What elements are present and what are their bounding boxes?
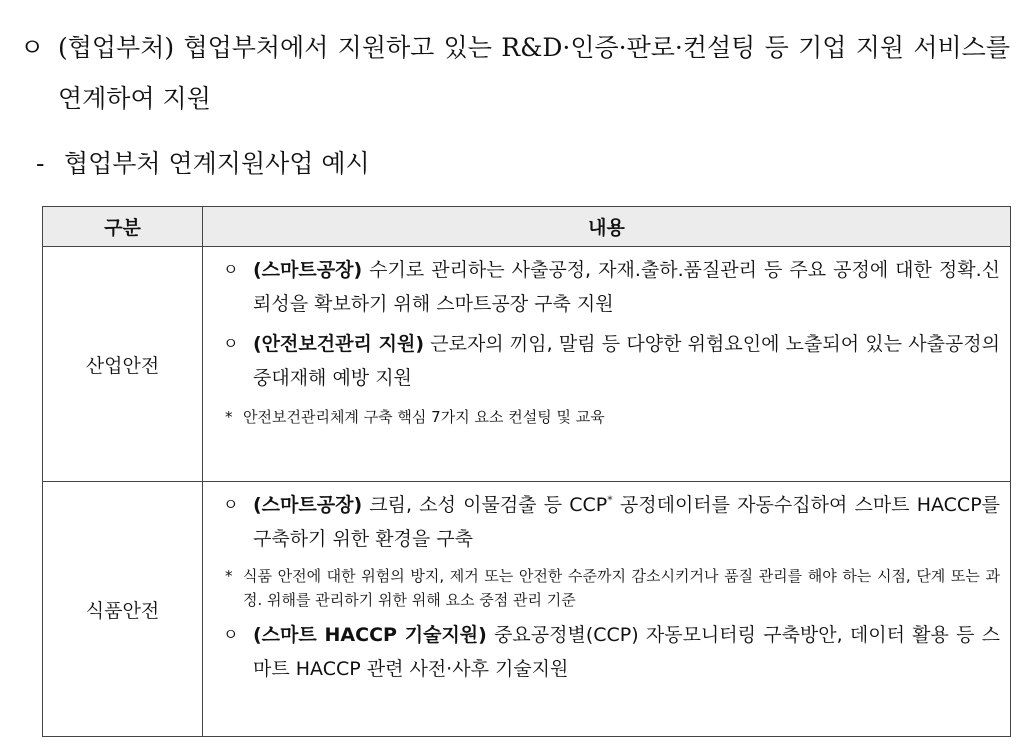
subheading xyxy=(36,144,370,184)
item-title: (스마트공장) xyxy=(253,259,363,281)
list-item xyxy=(215,253,1000,321)
table-row xyxy=(43,482,1011,737)
item-bullet: ㅇ xyxy=(223,260,239,279)
item-body: 수기로 관리하는 사출공정, 자재.출하.품질관리 등 주요 공정에 대한 정확.신뢰성을 확보하기 위해 스마트공장 구축 지원 xyxy=(253,259,1000,315)
item-body-after: 공정데이터를 자동수집하여 스마트 HACCP를 구축하기 위한 환경을 구축 xyxy=(253,494,1001,550)
item-bullet: ㅇ xyxy=(223,495,239,514)
intro-bullet: ㅇ xyxy=(20,33,45,62)
list-item xyxy=(215,618,1000,686)
subheading-dash: - xyxy=(36,149,45,178)
item-body: 중요공정별(CCP) 자동모니터링 구축방안, 데이터 활용 등 스마트 HACCP 관련 사전·사후 기술지원 xyxy=(253,624,1001,680)
item-text xyxy=(253,618,1000,686)
category-cell: 산업안전 xyxy=(43,247,203,482)
item-body-before: 크림, 소성 이물검출 등 CCP xyxy=(362,494,608,516)
category-cell: 식품안전 xyxy=(43,482,203,737)
footnote-star: * xyxy=(225,408,233,426)
footnote-text: 식품 안전에 대한 위험의 방지, 제거 또는 안전한 수준까지 감소시키거나 품질 관리를 해야 하는 시점, 단계 또는 과정. 위해를 관리하기 위한 위해 요소 중점 관리 기준 xyxy=(243,567,1000,609)
content-cell xyxy=(203,247,1011,482)
item-text xyxy=(253,327,1000,395)
item-bullet: ㅇ xyxy=(223,334,239,353)
item-title: (안전보건관리 지원) xyxy=(253,333,425,355)
intro-text: (협업부처) 협업부처에서 지원하고 있는 R&D·인증·판로·컨설팅 등 기업 지원 서비스를 연계하여 지원 xyxy=(58,33,1010,113)
header-content: 내용 xyxy=(203,207,1011,247)
item-superscript: * xyxy=(607,493,613,507)
header-category: 구분 xyxy=(43,207,203,247)
item-title: (스마트 HACCP 기술지원) xyxy=(253,624,487,646)
footnote-star: * xyxy=(225,567,233,585)
item-text xyxy=(253,488,1000,556)
footnote xyxy=(215,405,1000,429)
list-item xyxy=(215,327,1000,395)
table-row xyxy=(43,247,1011,482)
support-programs-table xyxy=(42,206,1011,737)
footnote xyxy=(215,564,1000,612)
item-title: (스마트공장) xyxy=(253,494,363,516)
item-text xyxy=(253,253,1000,321)
intro-paragraph xyxy=(20,22,1010,124)
table-header-row xyxy=(43,207,1011,247)
item-body: 근로자의 끼임, 말림 등 다양한 위험요인에 노출되어 있는 사출공정의 중대재해 예방 지원 xyxy=(253,333,1000,389)
subheading-text: 협업부처 연계지원사업 예시 xyxy=(63,149,370,178)
list-item xyxy=(215,488,1000,556)
item-bullet: ㅇ xyxy=(223,625,239,644)
footnote-text: 안전보건관리체계 구축 핵심 7가지 요소 컨설팅 및 교육 xyxy=(243,408,605,426)
content-cell xyxy=(203,482,1011,737)
